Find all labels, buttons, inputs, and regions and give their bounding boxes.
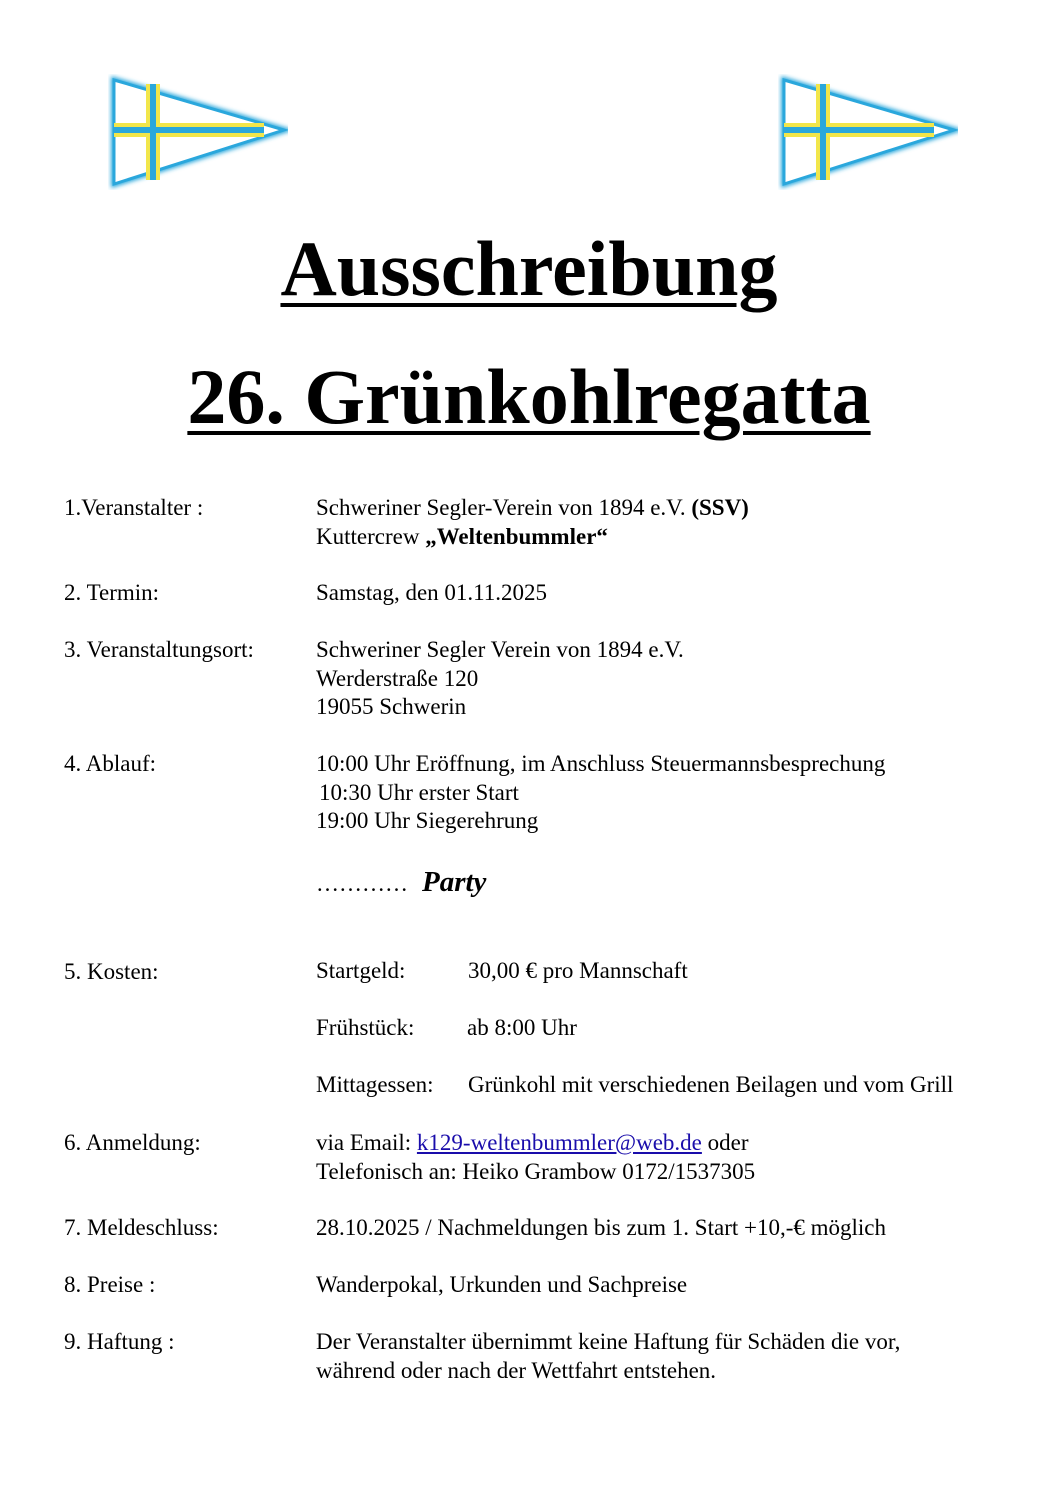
organizer-line: Schweriner Segler-Verein von 1894 e.V. (SSV) [316,495,749,520]
party-dots: ………… [316,871,408,896]
venue-street: Werderstraße 120 [316,665,479,691]
cost-key: Startgeld: [316,958,406,983]
label-ort: 3. Veranstaltungsort: [64,637,254,662]
venue-city: 19055 Schwerin [316,694,467,719]
label-haftung: 9. Haftung : [64,1329,175,1354]
club-pennant-icon [108,74,288,190]
liability-line: während oder nach der Wettfahrt entstehen. [316,1357,717,1383]
club-pennant-icon [778,74,958,190]
label-veranstalter: 1.Veranstalter : [64,495,204,520]
schedule-item: 10:30 Uhr erster Start [319,779,519,805]
deadline-value: 28.10.2025 / Nachmeldungen bis zum 1. Start +10,-€ möglich [316,1215,887,1240]
label-anmeldung: 6. Anmeldung: [64,1130,201,1155]
venue-line: Schweriner Segler Verein von 1894 e.V. [316,637,684,662]
email-line: via Email: k129-weltenbummler@web.de oder [316,1130,749,1155]
prizes-value: Wanderpokal, Urkunden und Sachpreise [316,1272,688,1297]
label-ablauf: 4. Ablauf: [64,751,156,776]
party-text: Party [422,866,487,898]
cost-value: ab 8:00 Uhr [467,1015,577,1040]
cost-value: 30,00 € pro Mannschaft [468,958,688,983]
phone-line: Telefonisch an: Heiko Grambow 0172/1537305 [316,1158,756,1184]
cost-value: Grünkohl mit verschiedenen Beilagen und vom Grill [468,1072,954,1097]
label-termin: 2. Termin: [64,580,160,605]
document-title: Ausschreibung [280,225,778,312]
event-title: 26. Grünkohlregatta [187,353,871,440]
schedule-item: 19:00 Uhr Siegerehrung [316,808,539,833]
label-kosten: 5. Kosten: [64,959,159,984]
cost-key: Frühstück: [316,1015,415,1040]
schedule-item: 10:00 Uhr Eröffnung, im Anschluss Steuermannsbesprechung [316,751,886,776]
party-line [316,866,486,899]
crew-line: Kuttercrew „Weltenbummler“ [316,523,608,549]
cost-key: Mittagessen: [316,1072,434,1097]
date-value: Samstag, den 01.11.2025 [316,580,548,605]
email-link[interactable]: k129-weltenbummler@web.de [416,1130,702,1155]
label-meldeschluss: 7. Meldeschluss: [64,1215,219,1240]
liability-line: Der Veranstalter übernimmt keine Haftung für Schäden die vor, [316,1329,901,1354]
label-preise: 8. Preise : [64,1272,156,1297]
